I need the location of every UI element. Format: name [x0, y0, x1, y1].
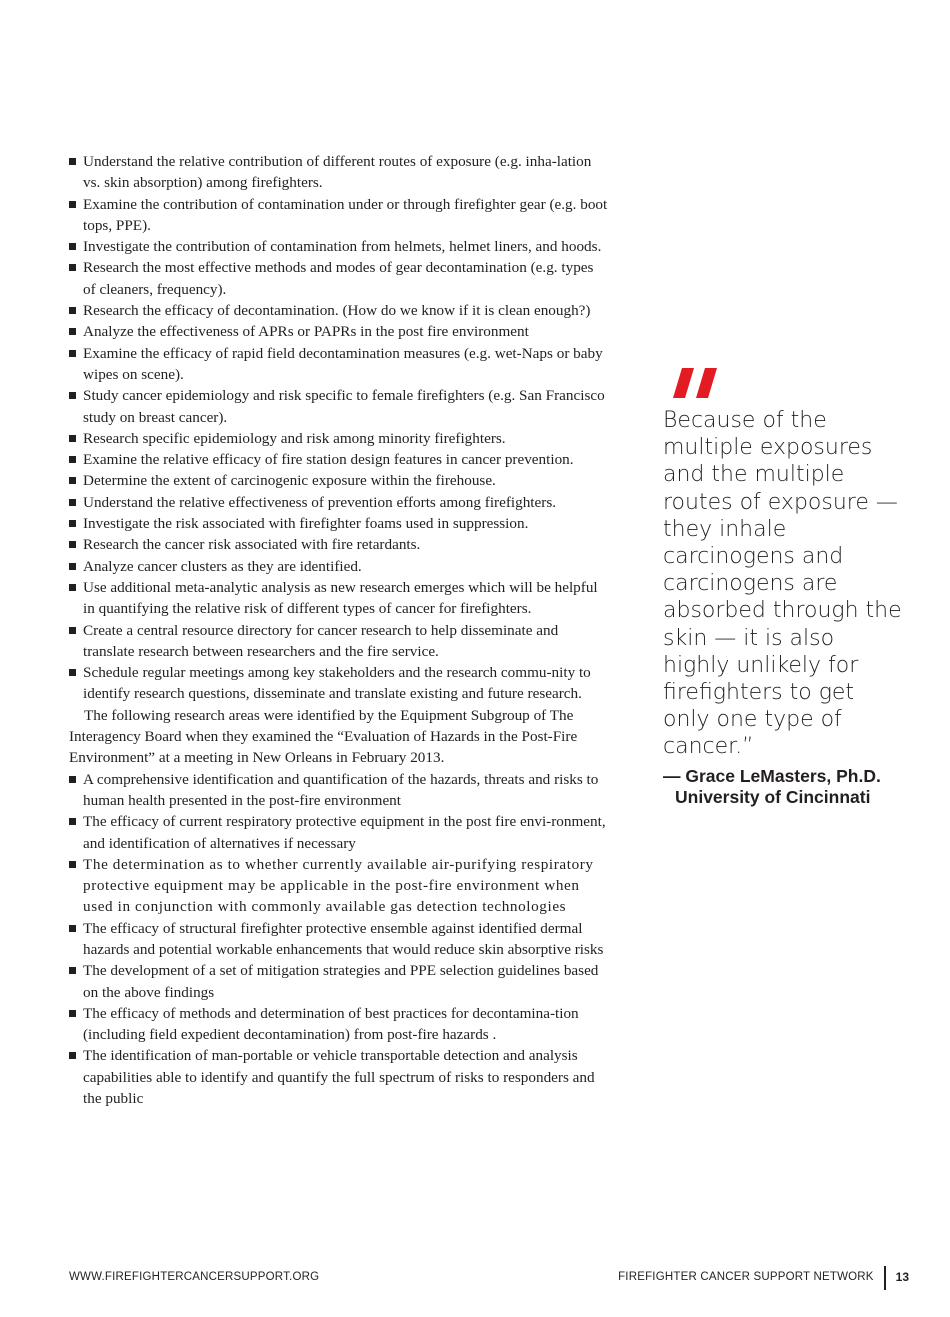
footer-right: [618, 1266, 909, 1294]
list-item: Understand the relative contribution of different routes of exposure (e.g. inha-lation vs. skin absorption) among firefighters.: [69, 151, 609, 194]
square-bullet-icon: [69, 669, 76, 676]
list-item: Examine the relative efficacy of fire station design features in cancer prevention.: [69, 449, 609, 470]
square-bullet-icon: [69, 563, 76, 570]
list-item: The efficacy of methods and determination of best practices for decontamina-tion (including field expedient decontamination) from post-fire hazards .: [69, 1003, 609, 1046]
quote-mark-icon: [673, 368, 721, 398]
square-bullet-icon: [69, 541, 76, 548]
square-bullet-icon: [69, 925, 76, 932]
list-item: Examine the contribution of contamination under or through firefighter gear (e.g. boot tops, PPE).: [69, 194, 609, 237]
square-bullet-icon: [69, 201, 76, 208]
list-item: A comprehensive identification and quantification of the hazards, threats and risks to human health presented in the post-fire environment: [69, 769, 609, 812]
square-bullet-icon: [69, 584, 76, 591]
pull-quote-attribution: [663, 766, 933, 808]
list-item: The development of a set of mitigation strategies and PPE selection guidelines based on the above findings: [69, 960, 609, 1003]
list-item: The determination as to whether currently available air-purifying respiratory protective equipment may be applicable in the post-fire environment when used in conjunction with commonly available gas detection technologies: [69, 854, 609, 918]
square-bullet-icon: [69, 861, 76, 868]
quote-author: — Grace LeMasters, Ph.D.: [663, 766, 881, 786]
square-bullet-icon: [69, 264, 76, 271]
page-number: 13: [895, 1270, 909, 1284]
list-item: Research the efficacy of decontamination. (How do we know if it is clean enough?): [69, 300, 609, 321]
list-item: Analyze cancer clusters as they are identified.: [69, 556, 609, 577]
square-bullet-icon: [69, 818, 76, 825]
square-bullet-icon: [69, 520, 76, 527]
list-item: Research the most effective methods and modes of gear decontamination (e.g. types of cleaners, frequency).: [69, 257, 609, 300]
main-column: [69, 151, 609, 1109]
intro-paragraph: The following research areas were identified by the Equipment Subgroup of The Interagency Board when they examined the “Evaluation of Hazards in the Post-Fire Environment” at a meeting in New Orleans in February 2013.: [69, 706, 578, 767]
quote-affiliation: University of Cincinnati: [675, 787, 871, 807]
list-item: Investigate the contribution of contamination from helmets, helmet liners, and hoods.: [69, 236, 609, 257]
footer-website: WWW.FIREFIGHTERCANCERSUPPORT.ORG: [69, 1271, 320, 1283]
square-bullet-icon: [69, 307, 76, 314]
research-list-2: [69, 769, 609, 1110]
square-bullet-icon: [69, 158, 76, 165]
square-bullet-icon: [69, 499, 76, 506]
footer-divider: [884, 1266, 886, 1290]
quote-mark-left: [673, 368, 694, 398]
list-item: The identification of man-portable or vehicle transportable detection and analysis capabilities able to identify and quantify the full spectrum of risks to responders and the public: [69, 1045, 609, 1109]
list-item: Study cancer epidemiology and risk specific to female firefighters (e.g. San Francisco study on breast cancer).: [69, 385, 609, 428]
research-list-1: [69, 151, 609, 705]
square-bullet-icon: [69, 328, 76, 335]
list-item: Create a central resource directory for cancer research to help disseminate and translate research between researchers and the fire service.: [69, 620, 609, 663]
list-item: Understand the relative effectiveness of prevention efforts among firefighters.: [69, 492, 609, 513]
square-bullet-icon: [69, 627, 76, 634]
list-item: Research specific epidemiology and risk among minority firefighters.: [69, 428, 609, 449]
square-bullet-icon: [69, 967, 76, 974]
list-item: Use additional meta-analytic analysis as new research emerges which will be helpful in quantifying the relative risk of different types of cancer for firefighters.: [69, 577, 609, 620]
list-item: Determine the extent of carcinogenic exposure within the firehouse.: [69, 470, 609, 491]
list-item: Analyze the effectiveness of APRs or PAPRs in the post fire environment: [69, 321, 609, 342]
square-bullet-icon: [69, 435, 76, 442]
square-bullet-icon: [69, 1010, 76, 1017]
square-bullet-icon: [69, 477, 76, 484]
list-item: Schedule regular meetings among key stakeholders and the research commu-nity to identify research questions, disseminate and translate existing and future research.: [69, 662, 609, 705]
list-item: Examine the efficacy of rapid field decontamination measures (e.g. wet-Naps or baby wipes on scene).: [69, 343, 609, 386]
square-bullet-icon: [69, 776, 76, 783]
list-item: The efficacy of current respiratory protective equipment in the post fire envi-ronment, and identification of alternatives if necessary: [69, 811, 609, 854]
pull-quote-text: Because of the multiple exposures and the multiple routes of exposure — they inhale carcinogens and carcinogens are absorbed through the skin — it is also highly unlikely for firefighters to get only one type of cancer.”: [663, 408, 902, 760]
square-bullet-icon: [69, 1052, 76, 1059]
square-bullet-icon: [69, 350, 76, 357]
square-bullet-icon: [69, 392, 76, 399]
square-bullet-icon: [69, 243, 76, 250]
quote-mark-right: [696, 368, 717, 398]
list-item: Investigate the risk associated with firefighter foams used in suppression.: [69, 513, 609, 534]
footer-organization: FIREFIGHTER CANCER SUPPORT NETWORK: [618, 1271, 874, 1283]
square-bullet-icon: [69, 456, 76, 463]
list-item: The efficacy of structural firefighter protective ensemble against identified dermal hazards and potential workable enhancements that would reduce skin absorptive risks: [69, 918, 609, 961]
list-item: Research the cancer risk associated with fire retardants.: [69, 534, 609, 555]
